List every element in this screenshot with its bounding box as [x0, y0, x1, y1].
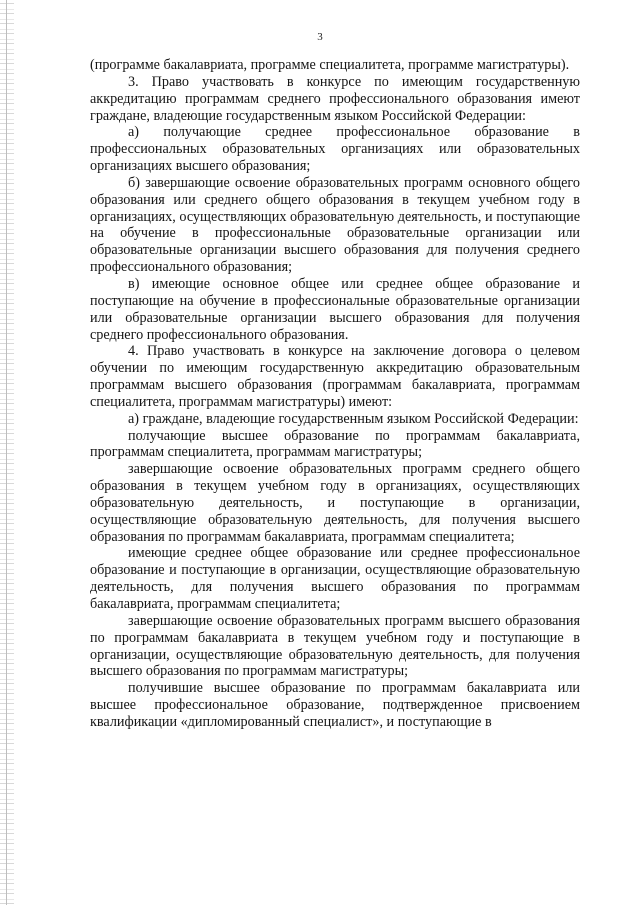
paragraph-item: имеющие среднее общее образование или среднее профессиональное образование и поступающие в организации, осуществляющие образовательную деятельность, для получения высшего образования по программам бакалавриата, программам специалитета;: [90, 545, 580, 612]
page-number: 3: [317, 31, 323, 43]
paragraph-continuation: (программе бакалавриата, программе специалитета, программе магистратуры).: [90, 57, 570, 73]
paragraph-item: получившие высшее образование по программам бакалавриата или высшее профессиональное образование, подтвержденное присвоением квалификации «дипломированный специалист», и поступающие в: [90, 680, 580, 730]
paragraph-item: получающие высшее образование по программам бакалавриата, программам специалитета, программам магистратуры;: [90, 427, 580, 461]
paragraph-clause-4: 4. Право участвовать в конкурсе на заключение договора о целевом обучении по имеющим государственную аккредитацию образовательным программам высшего образования (программам бакалавриата, программам специалитета, программам магистратуры) имеют:: [90, 343, 580, 410]
scan-binding-line: [6, 0, 7, 905]
paragraph-clause-3v: в) имеющие основное общее или среднее общее образование и поступающие на обучение в профессиональные образовательные организации или образовательные организации высшего образования для получения среднего профессионального образования.: [90, 275, 580, 343]
scan-binding-edge: [0, 0, 14, 905]
paragraph-item: завершающие освоение образовательных программ среднего общего образования в текущем учебном году в организациях, осуществляющих образовательную деятельность, и поступающие в организации, осуществляющие образовательную деятельность, для получения высшего образования по программам бакалавриата, программам специалитета;: [90, 461, 580, 545]
paragraph-clause-3: 3. Право участвовать в конкурсе по имеющим государственную аккредитацию программам среднего профессионального образования имеют граждане, владеющие государственным языком Российской Федерации:: [90, 73, 580, 124]
paragraph-clause-4a: а) граждане, владеющие государственным языком Российской Федерации:: [128, 410, 579, 427]
paragraph-clause-3a: а) получающие среднее профессиональное образование в профессиональных образовательных организациях или образовательных организациях высшего образования;: [90, 124, 580, 175]
paragraph-item: завершающие освоение образовательных программ высшего образования по программам бакалавриата в текущем учебном году и поступающие в организации, осуществляющие образовательную деятельность, для получения высшего образования по программам магистратуры;: [90, 612, 580, 680]
document-body: [90, 57, 580, 731]
paragraph-clause-3b: б) завершающие освоение образовательных программ основного общего образования или среднего общего образования в текущем учебном году в организациях, осуществляющих образовательную деятельность, и поступающие на обучение в профессиональные образовательные организации или образовательные организации высшего образования для получения среднего профессионального образования;: [90, 174, 580, 276]
